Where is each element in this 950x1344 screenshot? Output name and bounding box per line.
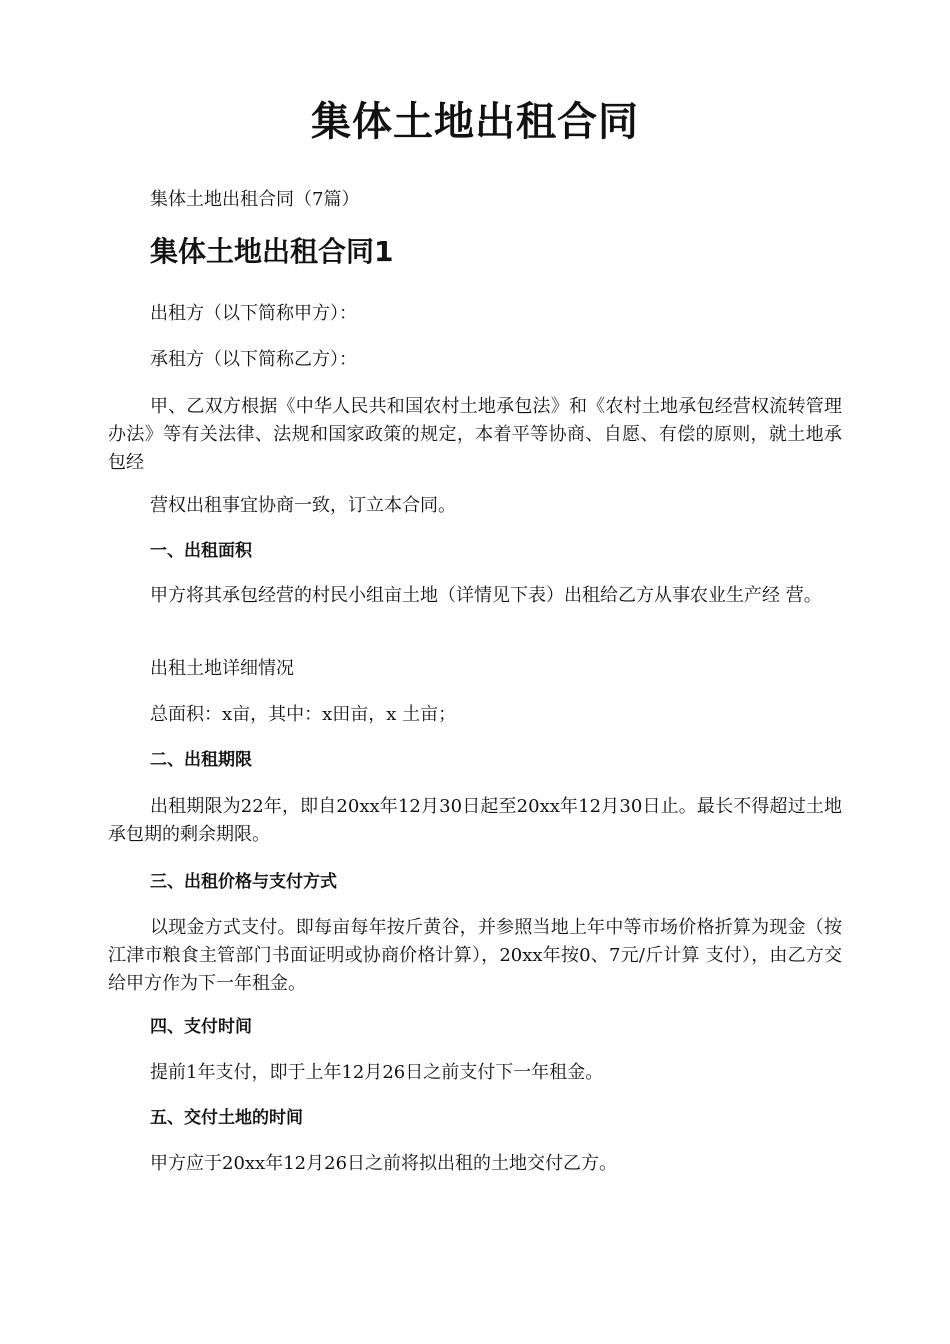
paragraph-rental-term: 出租期限为22年，即自20xx年12月30日起至20xx年12月30日止。最长不得超过土地承包期的剩余期限。	[108, 796, 842, 845]
paragraph-total-area: 总面积：x亩，其中：x田亩，x 土亩；	[150, 704, 457, 725]
heading-rental-term: 二、出租期限	[150, 750, 252, 770]
lessor-line: 出租方（以下简称甲方）：	[150, 303, 357, 324]
paragraph-rental-area: 甲方将其承包经营的村民小组亩土地（详情见下表）出租给乙方从事农业生产经 营。	[150, 585, 822, 606]
lessee-line: 承租方（以下简称乙方）：	[150, 349, 357, 370]
document-title: 集体土地出租合同	[311, 99, 639, 145]
paragraph-payment-time: 提前1年支付，即于上年12月26日之前支付下一年租金。	[150, 1062, 604, 1083]
section-title: 集体土地出租合同1	[150, 235, 394, 268]
intro-continued: 营权出租事宜协商一致，订立本合同。	[150, 495, 456, 516]
paragraph-delivery-time: 甲方应于20xx年12月26日之前将拟出租的土地交付乙方。	[150, 1153, 618, 1174]
paragraph-price-payment: 以现金方式支付。即每亩每年按斤黄谷，并参照当地上年中等市场价格折算为现金（按江津市粮食主管部门书面证明或协商价格计算），20xx年按0、7元/斤计算 支付），由乙方交给甲方作为下一年租金。	[108, 917, 842, 994]
heading-delivery-time: 五、交付土地的时间	[150, 1108, 303, 1128]
heading-price-payment: 三、出租价格与支付方式	[150, 872, 337, 892]
heading-payment-time: 四、支付时间	[150, 1017, 252, 1037]
paragraph-land-details: 出租土地详细情况	[150, 658, 294, 679]
heading-rental-area: 一、出租面积	[150, 541, 252, 561]
document-subtitle: 集体土地出租合同（7篇）	[150, 189, 360, 210]
intro-paragraph: 甲、乙双方根据《中华人民共和国农村土地承包法》和《农村土地承包经营权流转管理办法》等有关法律、法规和国家政策的规定，本着平等协商、自愿、有偿的原则，就土地承包经	[108, 396, 842, 473]
